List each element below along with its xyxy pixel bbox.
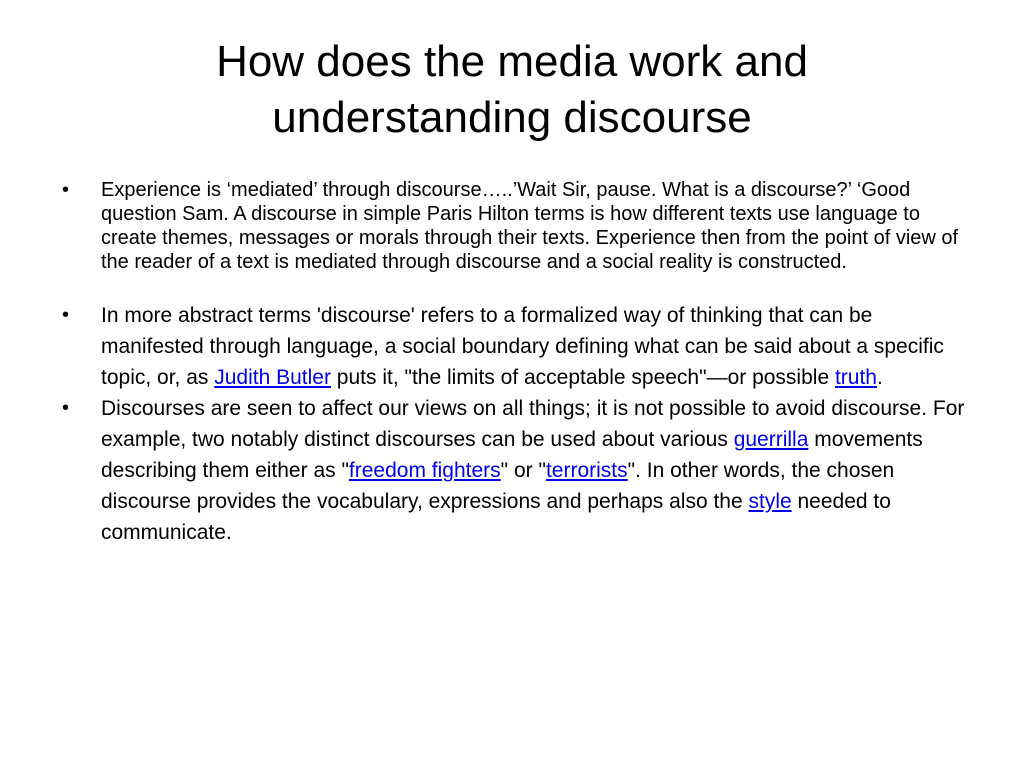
link-style[interactable]: style [748,490,792,513]
bullet-text: Experience is ‘mediated’ through discourse…..’Wait Sir, pause. What is a discourse?’ ‘Good question Sam. A discourse in simple Paris Hilton terms is how different texts use language to create themes, messages or morals through their texts. Experience then from the point of view of the reader of a text is mediated through discourse and a social reality is constructed. [101,179,959,273]
bullet-item-mediated-experience [0,178,966,274]
link-judith-butler[interactable]: Judith Butler [214,366,331,389]
bullet-text-part: In more abstract terms 'discourse' refers to a formalized way of thinking that can be manifested through language, a social boundary defining what can be said about a specific topic, or, as [101,304,944,389]
bullet-text-part: . [877,366,883,389]
bullet-list [0,178,1024,548]
link-freedom-fighters[interactable]: freedom fighters [348,459,501,482]
bullet-text-part: needed to communicate. [101,490,891,544]
bullet-text-part: Discourses are seen to affect our views on all things; it is not possible to avoid discourse. For example, two notably distinct discourses can be used about various [101,397,965,451]
link-truth[interactable]: truth [834,366,877,389]
bullet-item-discourse-effects [0,393,966,548]
bullet-icon: • [62,304,70,326]
bullet-text-part: movements describing them either as " [101,428,923,482]
bullet-icon: • [62,179,70,201]
link-terrorists[interactable]: terrorists [545,459,628,482]
slide-title-line-1: How does the media work and [216,37,808,86]
bullet-item-abstract-terms [0,300,966,393]
bullet-text-part: " or " [500,459,546,482]
bullet-icon: • [62,397,70,419]
bullet-text-part: ". In other words, the chosen discourse provides the vocabulary, expressions and perhaps also the [101,459,895,513]
bullet-text-part: puts it, "the limits of acceptable speech"—or possible [330,366,835,389]
link-guerrilla[interactable]: guerrilla [733,428,809,451]
slide-title-line-2: understanding discourse [272,93,752,142]
slide-title [60,34,964,146]
